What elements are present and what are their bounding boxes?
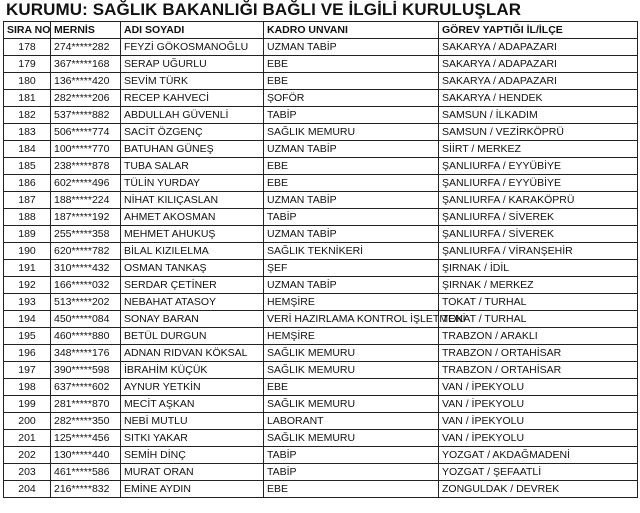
- page-title: KURUMU: SAĞLIK BAKANLIĞI BAĞLI VE İLGİLİ KURULUŞLAR: [6, 0, 522, 19]
- cell-adi-soyadi: AYNUR YETKİN: [121, 379, 264, 396]
- cell-kadro-unvani: TABİP: [264, 447, 439, 464]
- table-row: [4, 243, 638, 260]
- table-row: [4, 362, 638, 379]
- table-row: [4, 90, 638, 107]
- cell-kadro-unvani: SAĞLIK MEMURU: [264, 430, 439, 447]
- cell-mernis: 188*****224: [51, 192, 121, 209]
- cell-mernis: 274*****282: [51, 39, 121, 56]
- cell-mernis: 282*****350: [51, 413, 121, 430]
- cell-mernis: 216*****832: [51, 481, 121, 498]
- table-row: [4, 175, 638, 192]
- cell-mernis: 310*****432: [51, 260, 121, 277]
- table-row: [4, 430, 638, 447]
- cell-kadro-unvani: UZMAN TABİP: [264, 226, 439, 243]
- cell-sira-no: 179: [4, 56, 51, 73]
- cell-sira-no: 195: [4, 328, 51, 345]
- cell-kadro-unvani: SAĞLIK MEMURU: [264, 345, 439, 362]
- cell-gorev-yeri: TOKAT / TURHAL: [439, 311, 638, 328]
- cell-adi-soyadi: SEMİH DİNÇ: [121, 447, 264, 464]
- cell-adi-soyadi: OSMAN TANKAŞ: [121, 260, 264, 277]
- cell-gorev-yeri: VAN / İPEKYOLU: [439, 379, 638, 396]
- cell-gorev-yeri: ŞIRNAK / MERKEZ: [439, 277, 638, 294]
- cell-mernis: 125*****456: [51, 430, 121, 447]
- table-row: [4, 481, 638, 498]
- cell-gorev-yeri: TRABZON / ORTAHİSAR: [439, 362, 638, 379]
- cell-gorev-yeri: TRABZON / ORTAHİSAR: [439, 345, 638, 362]
- cell-kadro-unvani: TABİP: [264, 107, 439, 124]
- cell-kadro-unvani: EBE: [264, 56, 439, 73]
- cell-sira-no: 196: [4, 345, 51, 362]
- cell-mernis: 136*****420: [51, 73, 121, 90]
- table-row: [4, 124, 638, 141]
- cell-sira-no: 194: [4, 311, 51, 328]
- cell-sira-no: 183: [4, 124, 51, 141]
- cell-gorev-yeri: YOZGAT / ŞEFAATLİ: [439, 464, 638, 481]
- cell-kadro-unvani: UZMAN TABİP: [264, 192, 439, 209]
- cell-kadro-unvani: UZMAN TABİP: [264, 141, 439, 158]
- cell-mernis: 187*****192: [51, 209, 121, 226]
- table-row: [4, 209, 638, 226]
- cell-sira-no: 187: [4, 192, 51, 209]
- cell-mernis: 513*****202: [51, 294, 121, 311]
- cell-sira-no: 197: [4, 362, 51, 379]
- cell-sira-no: 201: [4, 430, 51, 447]
- cell-adi-soyadi: ABDULLAH GÜVENLİ: [121, 107, 264, 124]
- cell-adi-soyadi: BİLAL KIZILELMA: [121, 243, 264, 260]
- table-row: [4, 447, 638, 464]
- cell-kadro-unvani: VERİ HAZIRLAMA KONTROL İŞLETMENİ: [264, 311, 439, 328]
- cell-adi-soyadi: SERAP UĞURLU: [121, 56, 264, 73]
- cell-gorev-yeri: TOKAT / TURHAL: [439, 294, 638, 311]
- cell-sira-no: 184: [4, 141, 51, 158]
- cell-gorev-yeri: ŞANLIURFA / KARAKÖPRÜ: [439, 192, 638, 209]
- cell-sira-no: 192: [4, 277, 51, 294]
- cell-mernis: 348*****176: [51, 345, 121, 362]
- cell-kadro-unvani: HEMŞİRE: [264, 294, 439, 311]
- cell-adi-soyadi: TÜLİN YURDAY: [121, 175, 264, 192]
- cell-adi-soyadi: AHMET AKOSMAN: [121, 209, 264, 226]
- personnel-table: [3, 21, 638, 498]
- cell-kadro-unvani: TABİP: [264, 209, 439, 226]
- cell-sira-no: 181: [4, 90, 51, 107]
- cell-mernis: 461*****586: [51, 464, 121, 481]
- cell-gorev-yeri: SAKARYA / HENDEK: [439, 90, 638, 107]
- table-header-row: [4, 22, 638, 39]
- cell-gorev-yeri: VAN / İPEKYOLU: [439, 396, 638, 413]
- cell-gorev-yeri: ŞANLIURFA / SİVEREK: [439, 209, 638, 226]
- cell-kadro-unvani: ŞEF: [264, 260, 439, 277]
- cell-adi-soyadi: İBRAHİM KÜÇÜK: [121, 362, 264, 379]
- column-header-sira-no: SIRA NO: [4, 22, 51, 39]
- cell-mernis: 450*****084: [51, 311, 121, 328]
- cell-gorev-yeri: SAKARYA / ADAPAZARI: [439, 56, 638, 73]
- cell-mernis: 255*****358: [51, 226, 121, 243]
- cell-sira-no: 203: [4, 464, 51, 481]
- cell-kadro-unvani: EBE: [264, 481, 439, 498]
- cell-kadro-unvani: TABİP: [264, 464, 439, 481]
- table-row: [4, 311, 638, 328]
- cell-gorev-yeri: ŞIRNAK / İDİL: [439, 260, 638, 277]
- cell-gorev-yeri: TRABZON / ARAKLI: [439, 328, 638, 345]
- cell-mernis: 281*****870: [51, 396, 121, 413]
- cell-adi-soyadi: SACİT ÖZGENÇ: [121, 124, 264, 141]
- cell-kadro-unvani: SAĞLIK TEKNİKERİ: [264, 243, 439, 260]
- cell-adi-soyadi: SEVİM TÜRK: [121, 73, 264, 90]
- table-row: [4, 260, 638, 277]
- cell-sira-no: 182: [4, 107, 51, 124]
- cell-adi-soyadi: MECİT AŞKAN: [121, 396, 264, 413]
- cell-gorev-yeri: SAKARYA / ADAPAZARI: [439, 39, 638, 56]
- cell-mernis: 166*****032: [51, 277, 121, 294]
- cell-adi-soyadi: NEBİ MUTLU: [121, 413, 264, 430]
- cell-mernis: 100*****770: [51, 141, 121, 158]
- cell-gorev-yeri: VAN / İPEKYOLU: [439, 430, 638, 447]
- cell-kadro-unvani: SAĞLIK MEMURU: [264, 362, 439, 379]
- cell-gorev-yeri: SAKARYA / ADAPAZARI: [439, 73, 638, 90]
- cell-adi-soyadi: TUBA SALAR: [121, 158, 264, 175]
- cell-adi-soyadi: BETÜL DURGUN: [121, 328, 264, 345]
- table-row: [4, 226, 638, 243]
- cell-mernis: 537*****882: [51, 107, 121, 124]
- cell-sira-no: 193: [4, 294, 51, 311]
- cell-kadro-unvani: LABORANT: [264, 413, 439, 430]
- cell-mernis: 130*****440: [51, 447, 121, 464]
- cell-mernis: 637*****602: [51, 379, 121, 396]
- cell-sira-no: 186: [4, 175, 51, 192]
- cell-gorev-yeri: ŞANLIURFA / EYYÜBİYE: [439, 158, 638, 175]
- cell-gorev-yeri: ŞANLIURFA / EYYÜBİYE: [439, 175, 638, 192]
- column-header-adi-soyadi: ADI SOYADI: [121, 22, 264, 39]
- cell-gorev-yeri: YOZGAT / AKDAĞMADENİ: [439, 447, 638, 464]
- cell-mernis: 620*****782: [51, 243, 121, 260]
- table-row: [4, 294, 638, 311]
- cell-gorev-yeri: ŞANLIURFA / VİRANŞEHİR: [439, 243, 638, 260]
- cell-sira-no: 198: [4, 379, 51, 396]
- table-row: [4, 192, 638, 209]
- table-row: [4, 39, 638, 56]
- table-row: [4, 158, 638, 175]
- table-row: [4, 379, 638, 396]
- cell-sira-no: 188: [4, 209, 51, 226]
- cell-sira-no: 200: [4, 413, 51, 430]
- column-header-mernis: MERNİS: [51, 22, 121, 39]
- cell-kadro-unvani: EBE: [264, 175, 439, 192]
- cell-kadro-unvani: EBE: [264, 158, 439, 175]
- cell-adi-soyadi: MEHMET AHUKUŞ: [121, 226, 264, 243]
- cell-adi-soyadi: FEYZİ GÖKOSMANOĞLU: [121, 39, 264, 56]
- table-row: [4, 73, 638, 90]
- table-row: [4, 396, 638, 413]
- table-row: [4, 328, 638, 345]
- cell-mernis: 367*****168: [51, 56, 121, 73]
- cell-kadro-unvani: UZMAN TABİP: [264, 39, 439, 56]
- cell-kadro-unvani: HEMŞİRE: [264, 328, 439, 345]
- cell-gorev-yeri: ŞANLIURFA / SİVEREK: [439, 226, 638, 243]
- cell-kadro-unvani: ŞOFÖR: [264, 90, 439, 107]
- cell-mernis: 460*****880: [51, 328, 121, 345]
- column-header-kadro-unvani: KADRO UNVANI: [264, 22, 439, 39]
- cell-adi-soyadi: SONAY BARAN: [121, 311, 264, 328]
- cell-kadro-unvani: UZMAN TABİP: [264, 277, 439, 294]
- cell-mernis: 390*****598: [51, 362, 121, 379]
- cell-gorev-yeri: SİİRT / MERKEZ: [439, 141, 638, 158]
- cell-sira-no: 180: [4, 73, 51, 90]
- table-row: [4, 107, 638, 124]
- cell-sira-no: 178: [4, 39, 51, 56]
- cell-adi-soyadi: BATUHAN GÜNEŞ: [121, 141, 264, 158]
- cell-gorev-yeri: SAMSUN / VEZİRKÖPRÜ: [439, 124, 638, 141]
- cell-adi-soyadi: ADNAN RIDVAN KÖKSAL: [121, 345, 264, 362]
- column-header-gorev-yeri: GÖREV YAPTIĞI İL/İLÇE: [439, 22, 638, 39]
- cell-kadro-unvani: SAĞLIK MEMURU: [264, 124, 439, 141]
- cell-adi-soyadi: NEBAHAT ATASOY: [121, 294, 264, 311]
- cell-gorev-yeri: VAN / İPEKYOLU: [439, 413, 638, 430]
- cell-mernis: 602*****496: [51, 175, 121, 192]
- cell-adi-soyadi: RECEP KAHVECİ: [121, 90, 264, 107]
- table-row: [4, 413, 638, 430]
- table-row: [4, 464, 638, 481]
- table-body: [4, 39, 638, 498]
- cell-adi-soyadi: EMİNE AYDIN: [121, 481, 264, 498]
- cell-gorev-yeri: ZONGULDAK / DEVREK: [439, 481, 638, 498]
- cell-sira-no: 189: [4, 226, 51, 243]
- cell-adi-soyadi: NİHAT KILIÇASLAN: [121, 192, 264, 209]
- cell-sira-no: 185: [4, 158, 51, 175]
- cell-sira-no: 202: [4, 447, 51, 464]
- cell-sira-no: 199: [4, 396, 51, 413]
- cell-sira-no: 191: [4, 260, 51, 277]
- cell-mernis: 238*****878: [51, 158, 121, 175]
- cell-mernis: 282*****206: [51, 90, 121, 107]
- cell-sira-no: 190: [4, 243, 51, 260]
- table-row: [4, 345, 638, 362]
- cell-adi-soyadi: SITKI YAKAR: [121, 430, 264, 447]
- cell-adi-soyadi: SERDAR ÇETİNER: [121, 277, 264, 294]
- table-row: [4, 56, 638, 73]
- cell-mernis: 506*****774: [51, 124, 121, 141]
- cell-kadro-unvani: EBE: [264, 73, 439, 90]
- table-row: [4, 277, 638, 294]
- cell-kadro-unvani: SAĞLIK MEMURU: [264, 396, 439, 413]
- table-row: [4, 141, 638, 158]
- cell-kadro-unvani: EBE: [264, 379, 439, 396]
- cell-gorev-yeri: SAMSUN / İLKADIM: [439, 107, 638, 124]
- cell-adi-soyadi: MURAT ORAN: [121, 464, 264, 481]
- cell-sira-no: 204: [4, 481, 51, 498]
